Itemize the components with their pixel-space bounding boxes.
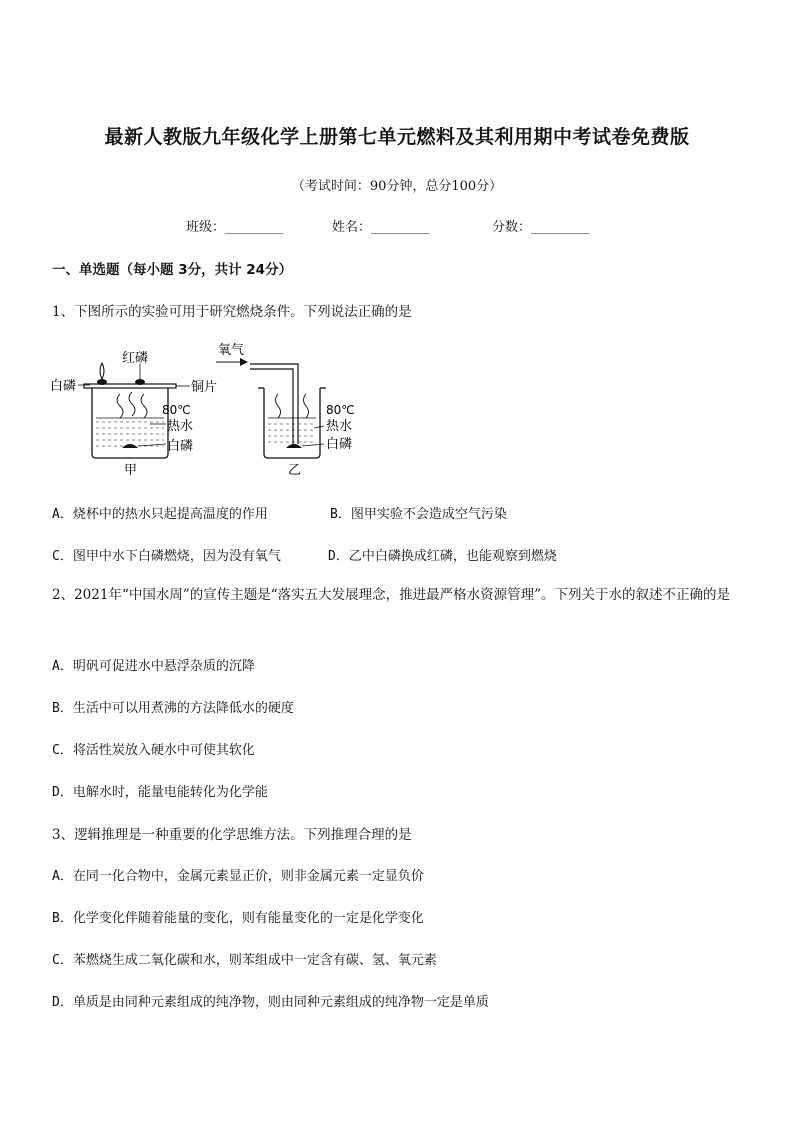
q3-option-a[interactable]: A．在同一化合物中，金属元素显正价，则非金属元素一定显负价 (52, 869, 424, 884)
caption-right: 乙 (288, 463, 302, 478)
exam-subtitle: （考试时间：90分钟，总分100分） (291, 179, 503, 194)
score-field: 分数：_________ (492, 220, 590, 235)
q3-option-d[interactable]: D．单质是由同种元素组成的纯净物，则由同种元素组成的纯净物一定是单质 (52, 995, 489, 1010)
white-phosphorus-top (97, 379, 107, 385)
caption-left: 甲 (124, 463, 138, 478)
q2-option-c[interactable]: C．将活性炭放入硬水中可使其软化 (52, 743, 255, 758)
label-white-phosphorus-right: 白磷 (326, 437, 353, 452)
copper-plate (84, 384, 176, 388)
question-3-stem: 3、逻辑推理是一种重要的化学思维方法。下列推理合理的是 (52, 827, 412, 843)
q1-option-b[interactable]: B．图甲实验不会造成空气污染 (330, 507, 507, 522)
label-water-left: 热水 (167, 419, 194, 434)
label-white-phosphorus-bottom: 白磷 (167, 439, 194, 454)
q3-option-b[interactable]: B．化学变化伴随着能量的变化，则有能量变化的一定是化学变化 (52, 911, 424, 926)
q1-option-c[interactable]: C．图甲中水下白磷燃烧，因为没有氧气 (52, 549, 281, 564)
label-temp-right: 80℃ (326, 403, 355, 417)
exam-title: 最新人教版九年级化学上册第七单元燃料及其利用期中考试卷免费版 (104, 126, 690, 148)
question-2-stem: 2、2021年“中国水周”的宣传主题是“落实五大发展理念，推进最严格水资源管理”。下列关于水的叙述不正确的是 (52, 587, 731, 603)
label-oxygen: 氧气 (218, 343, 245, 358)
q2-option-d[interactable]: D．电解水时，能量电能转化为化学能 (52, 785, 268, 800)
name-field: 姓名：_________ (332, 220, 430, 235)
combustion-experiment-figure (50, 336, 380, 481)
q3-option-c[interactable]: C．苯燃烧生成二氧化碳和水，则苯组成中一定含有碳、氢、氧元素 (52, 953, 437, 968)
class-field: 班级：_________ (186, 220, 284, 235)
red-phosphorus (135, 379, 145, 385)
label-copper: 铜片 (191, 380, 218, 395)
label-red-phosphorus: 红磷 (122, 351, 149, 366)
q1-option-a[interactable]: A．烧杯中的热水只起提高温度的作用 (52, 507, 268, 522)
q2-option-a[interactable]: A．明矾可促进水中悬浮杂质的沉降 (52, 659, 255, 674)
oxygen-tube (250, 364, 298, 444)
white-phosphorus-bottom (122, 444, 138, 448)
white-phosphorus-right (286, 444, 302, 448)
question-1-stem: 1、下图所示的实验可用于研究燃烧条件。下列说法正确的是 (52, 304, 412, 320)
q1-option-d[interactable]: D．乙中白磷换成红磷，也能观察到燃烧 (328, 549, 557, 564)
label-white-phosphorus-top: 白磷 (50, 379, 77, 394)
q2-option-b[interactable]: B．生活中可以用煮沸的方法降低水的硬度 (52, 701, 294, 716)
flame-icon (100, 363, 104, 379)
label-water-right: 热水 (326, 419, 353, 434)
section-title: 一、单选题（每小题 3分，共计 24分） (52, 262, 293, 278)
label-temp-left: 80℃ (162, 403, 191, 417)
